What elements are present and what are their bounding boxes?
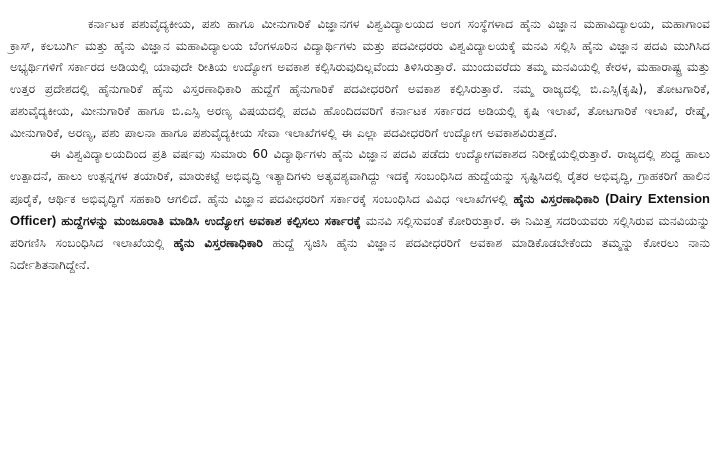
document-page: [10, 14, 710, 464]
paragraph-2: [10, 144, 710, 276]
paragraph-2-bold-dairy-officer: ಹೈನು ವಿಸ್ತರಣಾಧಿಕಾರಿ: [513, 191, 600, 206]
paragraph-2-bold-english: (Dairy Extension Officer): [10, 190, 710, 229]
paragraph-2-text-continued: ಮನವಿ ಸಲ್ಲಿಸುವಂತೆ ಕೋರಿರುತ್ತಾರೆ. ಈ ನಿಮಿತ್ತ ಸದರಿಯವರು ಸಲ್ಲಿಸಿರುವ ಮನವಿಯನ್ನು ಪರಿಗಣಿಸಿ ಸಂಬಂಧಿಸಿದ ಇಲಾಖೆಯಲ್ಲಿ: [10, 214, 710, 251]
paragraph-2-bold-dairy-officer-2: ಹೈನು ವಿಸ್ತರಣಾಧಿಕಾರಿ: [173, 236, 263, 251]
paragraph-1: [10, 14, 710, 144]
paragraph-2-text: ಈ ವಿಶ್ವವಿದ್ಯಾಲಯದಿಂದ ಪ್ರತಿ ವರ್ಷವು ಸುಮಾರು 60 ವಿದ್ಯಾರ್ಥಿಗಳು ಹೈನು ವಿಜ್ಞಾನ ಪದವಿ ಪಡೆದು ಉದ್ಯೋಗವಕಾಶದ ನಿರೀಕ್ಷೆಯಲ್ಲಿರುತ್ತಾರೆ. ರಾಜ್ಯದಲ್ಲಿ ಶುದ್ಧ ಹಾಲು ಉತ್ಪಾದನೆ, ಹಾಲು ಉತ್ಪನ್ನಗಳ ತಯಾರಿಕೆ, ಮಾರುಕಟ್ಟೆ ಅಭಿವೃದ್ಧಿ ಇತ್ಯಾದಿಗಳು ಅತ್ಯವಶ್ಯವಾಗಿದ್ದು ಇದಕ್ಕೆ ಸಂಬಂಧಿಸಿದ ಹುದ್ದೆಯನ್ನು ಸೃಷ್ಟಿಸಿದಲ್ಲಿ ರೈತರ ಅಭಿವೃದ್ಧಿ, ಗ್ರಾಹಕರಿಗೆ ಹಾಲಿನ ಪೂರೈಕೆ, ಆರ್ಥಿಕ ಅಭಿವೃದ್ಧಿಗೆ ಸಹಕಾರಿ ಆಗಲಿದೆ. ಹೈನು ವಿಜ್ಞಾನ ಪದವೀಧರರಿಗೆ ಸರ್ಕಾರಕ್ಕೆ ಸಂಬಂಧಿಸಿದ ವಿವಿಧ ಇಲಾಖೆಗಳಲ್ಲಿ: [10, 147, 710, 206]
paragraph-1-text: ಕರ್ನಾಟಕ ಪಶುವೈದ್ಯಕೀಯ, ಪಶು ಹಾಗೂ ಮೀನುಗಾರಿಕೆ ವಿಜ್ಞಾನಗಳ ವಿಶ್ವವಿದ್ಯಾಲಯದ ಅಂಗ ಸಂಸ್ಥೆಗಳಾದ ಹೈನು ವಿಜ್ಞಾನ ಮಹಾವಿದ್ಯಾಲಯ, ಮಹಾಗಾಂವ ಕ್ರಾಸ್, ಕಲಬುರ್ಗಿ ಮತ್ತು ಹೈನು ವಿಜ್ಞಾನ ಮಹಾವಿದ್ಯಾಲಯ ಬೆಂಗಳೂರಿನ ವಿದ್ಯಾರ್ಥಿಗಳು ಮತ್ತು ಪದವೀಧರರು ವಿಶ್ವವಿದ್ಯಾಲಯಕ್ಕೆ ಮನವಿ ಸಲ್ಲಿಸಿ ಹೈನು ವಿಜ್ಞಾನ ಪದವಿ ಮುಗಿಸಿದ ಅಭ್ಯರ್ಥಿಗಳಿಗೆ ಸರ್ಕಾರದ ಅಡಿಯಲ್ಲಿ ಯಾವುದೇ ರೀತಿಯ ಉದ್ಯೋಗ ಅವಕಾಶ ಕಲ್ಪಿಸಿರುವುದಿಲ್ಲವೆಂದು ತಿಳಿಸಿರುತ್ತಾರೆ. ಮುಂದುವರೆದು ತಮ್ಮ ಮನವಿಯಲ್ಲಿ ಕೇರಳ, ಮಹಾರಾಷ್ಟ್ರ ಮತ್ತು ಉತ್ತರ ಪ್ರದೇಶದಲ್ಲಿ ಹೈನುಗಾರಿಕೆ ಹೈನು ವಿಸ್ತರಣಾಧಿಕಾರಿ ಹುದ್ದೆಗೆ ಹೈನುಗಾರಿಕೆ ಪದವೀಧರರಿಗೆ ಅವಕಾಶ ಕಲ್ಪಿಸಿರುತ್ತಾರೆ. ನಮ್ಮ ರಾಜ್ಯದಲ್ಲಿ ಬಿ.ಎಸ್ಸಿ(ಕೃಷಿ), ತೋಟಗಾರಿಕೆ, ಪಶುವೈದ್ಯಕೀಯ, ಮೀನುಗಾರಿಕೆ ಹಾಗೂ ಬಿ.ಎಸ್ಸಿ ಅರಣ್ಯ ವಿಷಯದಲ್ಲಿ ಪದವಿ ಹೊಂದಿದವರಿಗೆ ಕರ್ನಾಟಕ ಸರ್ಕಾರದ ಅಡಿಯಲ್ಲಿ ಕೃಷಿ ಇಲಾಖೆ, ತೋಟಗಾರಿಕೆ ಇಲಾಖೆ, ರೇಷ್ಮೆ, ಮೀನುಗಾರಿಕೆ, ಅರಣ್ಯ, ಪಶು ಪಾಲನಾ ಹಾಗೂ ಪಶುವೈದ್ಯಕೀಯ ಸೇವಾ ಇಲಾಖೆಗಳಲ್ಲಿ ಈ ಎಲ್ಲಾ ಪದವೀಧರರಿಗೆ ಉದ್ಯೋಗ ಅವಕಾಶವಿರುತ್ತದೆ.: [10, 17, 710, 140]
paragraph-2-text-closing: ಹುದ್ದೆ ಸೃಜಿಸಿ ಹೈನು ವಿಜ್ಞಾನ ಪದವೀಧರರಿಗೆ ಅವಕಾಶ ಮಾಡಿಕೊಡಬೇಕೆಂದು ತಮ್ಮನ್ನು ಕೋರಲು ನಾನು ನಿರ್ದೇಶಿತನಾಗಿದ್ದೇನೆ.: [10, 236, 711, 272]
paragraph-2-bold-request: ಹುದ್ದೆಗಳನ್ನು ಮಂಜೂರಾತಿ ಮಾಡಿಸಿ ಉದ್ಯೋಗ ಅವಕಾಶ ಕಲ್ಪಿಸಲು ಸರ್ಕಾರಕ್ಕೆ: [61, 214, 361, 229]
